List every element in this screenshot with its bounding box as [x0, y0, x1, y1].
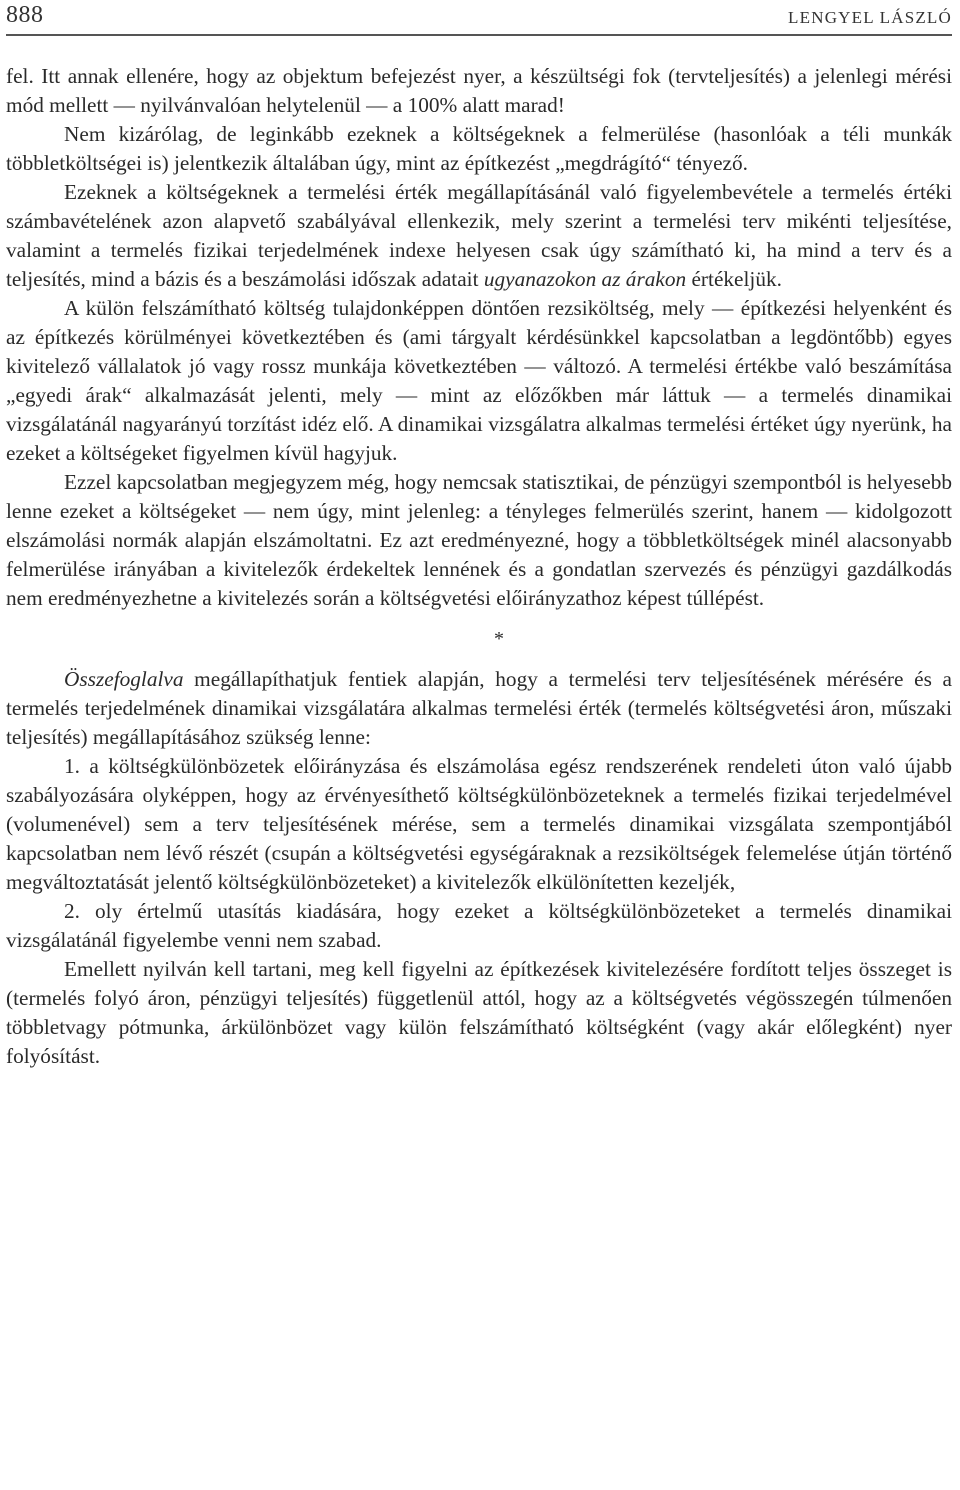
- paragraph: Ezzel kapcsolatban megjegyzem még, hogy nemcsak statisztikai, de pénzügyi szempontból is helyesebb lenne ezeket a költségeket — nem úgy, mint jelenleg: a tényleges felmerülés szerint, hanem — kidolgozott elszámolási normák alapján elszámoltatni. Ez azt eredményezné, hogy a többletköltségek minél alacsonyabb felmerülése irányában a kivitelezők érdekeltek lennének és a gondatlan szervezés és pénzügyi gazdálkodás nem eredményezhetne a kivitelezés során a költségvetési előirányzathoz képest túllépést.: [6, 470, 952, 610]
- paragraph-text: értékeljük.: [686, 267, 782, 291]
- header-rule: [6, 34, 952, 36]
- paragraph-text: Ezeknek a költségeknek a termelési érték megállapításánál való figyelembevétele a termelés értéki számbavételének azon alapvető szabályával ellenkezik, mely szerint a termelési terv mikénti teljesítése, valamint a termelés fizikai terjedelmének indexe helyesen csak úgy számítható ki, ha mind a terv és a teljesítés, mind a bázis és a beszámolási időszak adatait: [6, 180, 952, 291]
- emphasis-text: ugyanazokon az árakon: [483, 267, 687, 291]
- paragraph: Nem kizárólag, de leginkább ezeknek a költségeknek a felmerülése (hasonlóak a téli munkák többletköltségei is) jelentkezik általában úgy, mint az építkezést „megdrágító“ tényező.: [6, 122, 952, 175]
- summary-paragraph: [6, 665, 952, 752]
- running-head: LENGYEL LÁSZLÓ: [788, 8, 952, 27]
- page-number: 888: [6, 2, 44, 28]
- book-page: [6, 0, 952, 1490]
- paragraph: A külön felszámítható költség tulajdonképpen döntően rezsiköltség, mely — építkezési helyenként és az építkezés körülményei következtében és (ami tárgyalt kérdésünkkel kapcsolatban a legdöntőbb) egyes kivitelező vállalatok jó vagy rossz munkája következtében — változó. A termelési értékbe való beszámítása „egyedi árak“ alkalmazását jelenti, mely — mint az előzőkben már láttuk — a termelés dinamikai vizsgálatánál nagyarányú torzítást idéz elő. A dinamikai vizsgálatra alkalmas termelési értéket úgy nyerünk, ha ezeket a költségeket figyelmen kívül hagyjuk.: [6, 296, 952, 465]
- summary-text: megállapíthatjuk fentiek alapján, hogy a termelési terv teljesítésének mérésére és a termelés terjedelmének dinamikai vizsgálatára alkalmas termelési érték (termelés költségvetési áron, műszaki teljesítés) megállapításához szükség lenne:: [6, 667, 952, 749]
- list-item-2: 2. oly értelmű utasítás kiadására, hogy ezeket a költségkülönbözeteket a termelés dinamikai vizsgálatánál figyelembe venni nem szabad.: [6, 899, 952, 952]
- closing-paragraph: Emellett nyilván kell tartani, meg kell figyelni az építkezések kivitelezésére fordított teljes összeget is (termelés folyó áron, pénzügyi teljesítés) függetlenül attól, hogy az a költségvetés végösszegén túlmenően többletvagy pótmunka, árkülönbözet vagy külön felszámítható költségként (vagy akár előlegként) nyer folyósítást.: [6, 957, 952, 1068]
- summary-intro: Összefoglalva: [64, 667, 184, 691]
- paragraph-continued: fel. Itt annak ellenére, hogy az objektum befejezést nyer, a készültségi fok (tervteljesítés) a jelenlegi mérési mód mellett — nyilvánvalóan helytelenül — a 100% alatt marad!: [6, 64, 952, 117]
- list-item-1: 1. a költségkülönbözetek előirányzása és elszámolása egész rendszerének rendeleti úton való újabb szabályozására olyképpen, hogy az érvényesíthető költségkülönbözeteknek a termelés fizikai terjedelmével (volumenével) sem a terv teljesítésének mérése, sem a termelés dinamikai vizsgálata szempontjából kapcsolatban nem lévő részét (csupán a költségvetési egységáraknak a rezsiköltségek felemelése útján történő megváltoztatását jelentő költségkülönbözeteket) a kivitelezők elkülönítetten kezeljék,: [6, 754, 952, 894]
- section-separator: *: [494, 628, 504, 650]
- paragraph: [6, 178, 952, 294]
- body-text: [6, 62, 952, 1071]
- page-header: [6, 0, 952, 36]
